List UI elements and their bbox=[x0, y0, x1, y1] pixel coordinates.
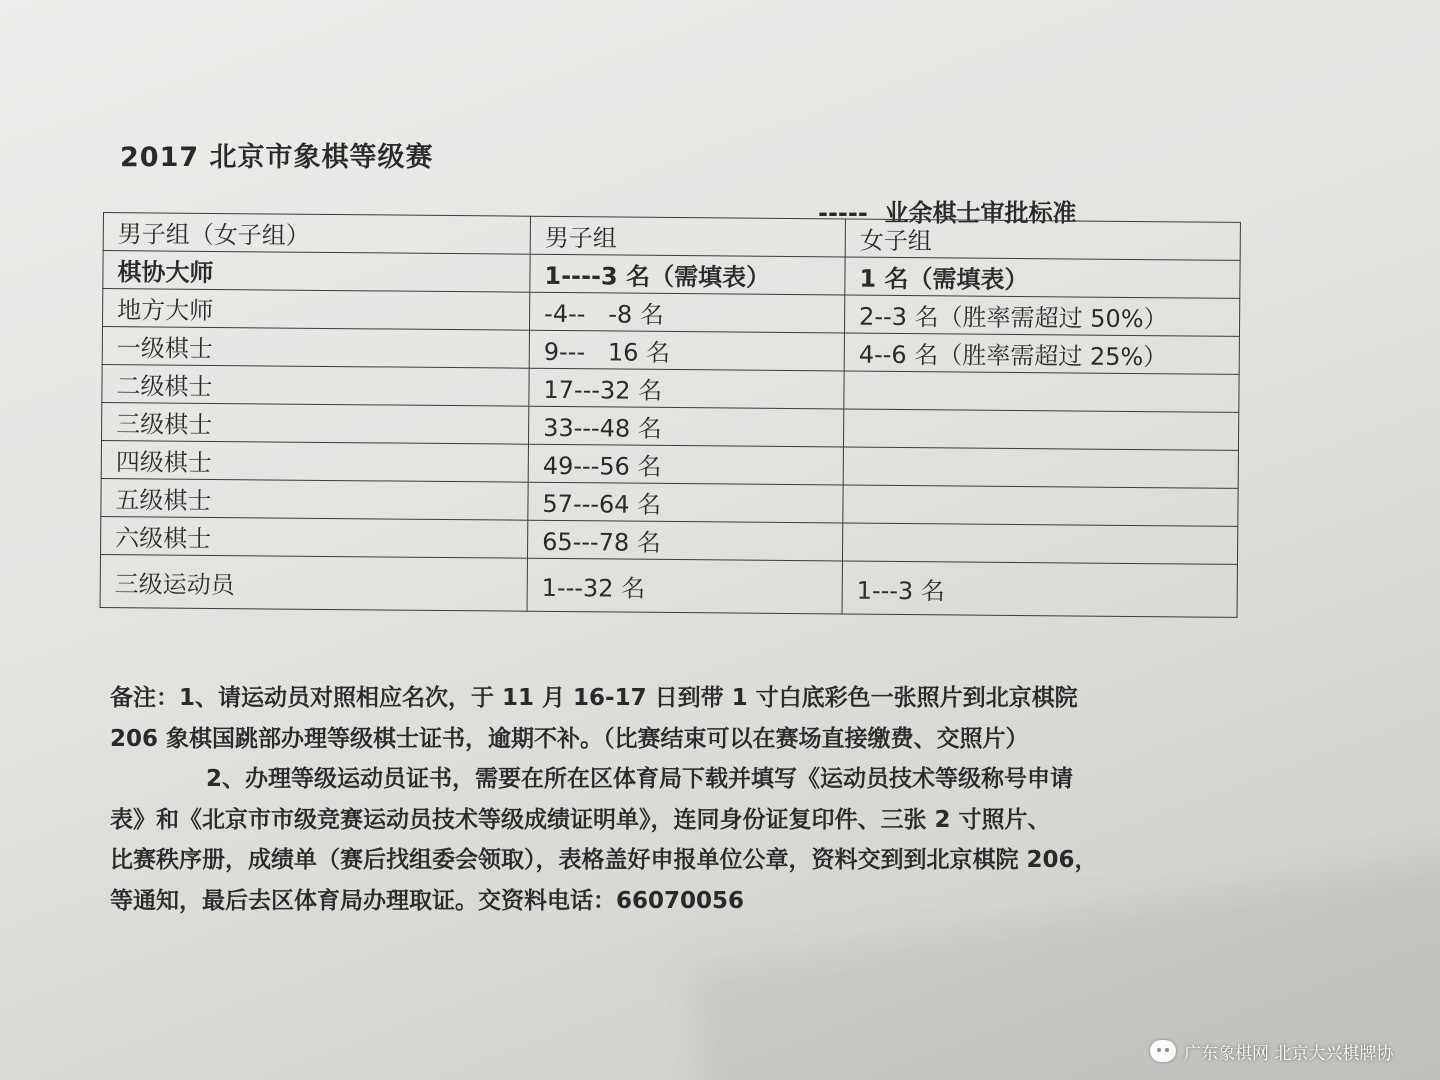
table-cell: 57---64 名 bbox=[528, 482, 843, 523]
table-cell: 9--- 16 名 bbox=[529, 330, 844, 371]
notes-section bbox=[110, 678, 1310, 921]
standards-table bbox=[100, 212, 1241, 618]
table-cell bbox=[843, 485, 1238, 526]
wechat-icon bbox=[1150, 1040, 1176, 1062]
watermark bbox=[1150, 1022, 1440, 1080]
table-cell: -4-- -8 名 bbox=[529, 292, 844, 333]
table-cell: 四级棋士 bbox=[101, 440, 528, 482]
table-cell: 1---32 名 bbox=[527, 558, 842, 614]
note-line: 表》和《北京市市级竞赛运动员技术等级成绩证明单》，连同身份证复印件、三张 2 寸照片、 bbox=[110, 806, 1051, 833]
table-cell: 三级棋士 bbox=[102, 402, 529, 444]
note-line: 206 象棋国跳部办理等级棋士证书，逾期不补。（比赛结束可以在赛场直接缴费、交照片） bbox=[110, 725, 1029, 752]
table-cell: 二级棋士 bbox=[102, 364, 529, 406]
table-cell: 2--3 名（胜率需超过 50%） bbox=[844, 295, 1239, 336]
table-cell: 17---32 名 bbox=[529, 368, 844, 409]
document-subtitle: ----- 业余棋士审批标准 bbox=[818, 199, 1077, 227]
table-cell: 五级棋士 bbox=[101, 478, 528, 520]
note-line: 备注：1、请运动员对照相应名次，于 11 月 16-17 日到带 1 寸白底彩色一张照片到北京棋院 bbox=[110, 685, 1078, 711]
table-cell bbox=[844, 371, 1239, 412]
note-line: 等通知，最后去区体育局办理取证。交资料电话：66070056 bbox=[110, 887, 745, 914]
table-cell: 1 名（需填表） bbox=[845, 257, 1240, 298]
note-line: 比赛秩序册，成绩单（赛后找组委会领取），表格盖好申报单位公章，资料交到到北京棋院 206， bbox=[110, 847, 1098, 873]
table-cell: 女子组 bbox=[845, 219, 1240, 260]
table-cell: 男子组 bbox=[530, 216, 845, 257]
table-cell bbox=[843, 447, 1238, 488]
table-cell bbox=[843, 409, 1238, 450]
table-cell: 1---3 名 bbox=[842, 561, 1237, 617]
table-cell: 49---56 名 bbox=[528, 444, 843, 485]
table-cell: 65---78 名 bbox=[527, 520, 842, 561]
table-cell: 4--6 名（胜率需超过 25%） bbox=[844, 333, 1239, 374]
table-cell: 男子组（女子组） bbox=[103, 213, 530, 255]
table-cell: 1----3 名（需填表） bbox=[530, 254, 845, 295]
table-cell: 地方大师 bbox=[103, 289, 530, 331]
table-cell bbox=[842, 523, 1237, 564]
document-title: 2017 北京市象棋等级赛 bbox=[120, 142, 434, 173]
table-cell: 33---48 名 bbox=[528, 406, 843, 447]
table-cell: 六级棋士 bbox=[101, 516, 528, 558]
table-cell: 棋协大师 bbox=[103, 251, 530, 293]
table-cell: 三级运动员 bbox=[100, 554, 527, 611]
table-row bbox=[100, 554, 1237, 617]
watermark-text: 广东象棋网 北京大兴棋牌协 bbox=[1184, 1043, 1394, 1064]
note-line: 2、办理等级运动员证书，需要在所在区体育局下载并填写《运动员技术等级称号申请 bbox=[206, 766, 1074, 792]
table-cell: 一级棋士 bbox=[102, 327, 529, 369]
